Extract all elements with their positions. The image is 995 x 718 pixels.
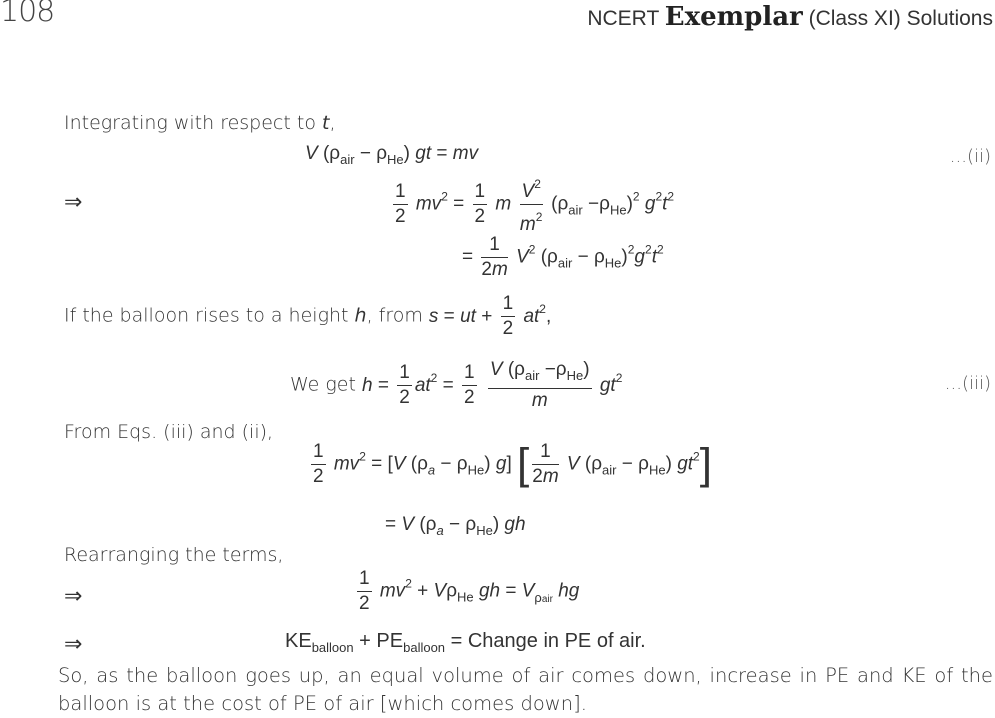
energy-expression: $\frac{1}{2}$ $mv^2 + V\rho_{He}$ gh = $V_{\rho air}$ hg: [359, 568, 580, 614]
page-number: 108: [0, 0, 55, 29]
balloon-from: , from: [366, 304, 423, 327]
ke-sub: balloon: [311, 640, 354, 655]
running-header-bold: Exemplar: [664, 2, 803, 32]
conclusion-paragraph: So, as the balloon goes up, an equal volume of air comes down, increase in PE and KE of the balloon is at the cost of PE of air [which comes down].: [58, 664, 993, 715]
from-eqs-line: From Eqs. (iii) and (ii),: [64, 421, 274, 443]
energy-conclusion: $KE_{balloon} + PE_{balloon}$ = Change in PE of air.: [285, 630, 646, 655]
balloon-h: h: [354, 304, 367, 327]
integrating-var: t: [322, 112, 330, 134]
we-get-line: We get h = $\frac{1}{2}$ $at^2$ = $\frac{1}{2}$ $\frac{V (\rho_{air} -\rho_{He})}{m}$ $gt^2$: [290, 359, 623, 411]
balloon-rises-line: If the balloon rises to a height h, from s = ut + $\frac{1}{2}$ $at^2$,: [64, 293, 552, 339]
ke-expression-2: = $\frac{1}{2m}$ $V^2$ $(\rho_{air} - \rho_{He})^2g^2t^2$: [462, 234, 664, 280]
integrating-text: Integrating with respect to: [64, 112, 316, 134]
pe-label: PE: [376, 630, 404, 652]
rearranging-line: Rearranging the terms,: [64, 544, 284, 566]
change-text: Change in PE of air.: [467, 630, 646, 652]
combined-expression: $\frac{1}{2}$ $mv^2 = [V$ $(\rho_a - \rho_{He})$ g] [ $\frac{1}{2m}$ V $(\rho_{air} - \rho_{He})$ $gt^2$]: [313, 439, 712, 489]
implies-arrow-2: ⇒: [64, 584, 83, 609]
ke-label: KE: [285, 630, 312, 652]
pe-sub: balloon: [403, 640, 446, 655]
equation-ii: V $(\rho_{air} - \rho_{He})$ gt = mv: [305, 143, 479, 167]
implies-arrow-1: ⇒: [64, 190, 83, 215]
eq-iii-label: ...(iii): [944, 373, 991, 394]
integrating-line: Integrating with respect to t,: [64, 112, 336, 134]
running-header: [587, 2, 993, 32]
running-header-prefix: NCERT: [587, 7, 659, 30]
ke-expression-1: $\frac{1}{2}$ $mv^2$ = $\frac{1}{2}$ m $\frac{V^2}{m^2}$ $(\rho_{air} -\rho_{He})^2$ $g^2t^2$: [390, 172, 674, 237]
combined-result: = V $(\rho_a - \rho_{He})$ gh: [385, 514, 526, 538]
implies-arrow-3: ⇒: [64, 632, 83, 657]
balloon-rises-text: If the balloon rises to a height: [64, 304, 349, 327]
eq-ii-label: ...(ii): [949, 146, 991, 167]
we-get-text: We get: [290, 373, 356, 396]
running-header-suffix: (Class XI) Solutions: [808, 7, 993, 30]
